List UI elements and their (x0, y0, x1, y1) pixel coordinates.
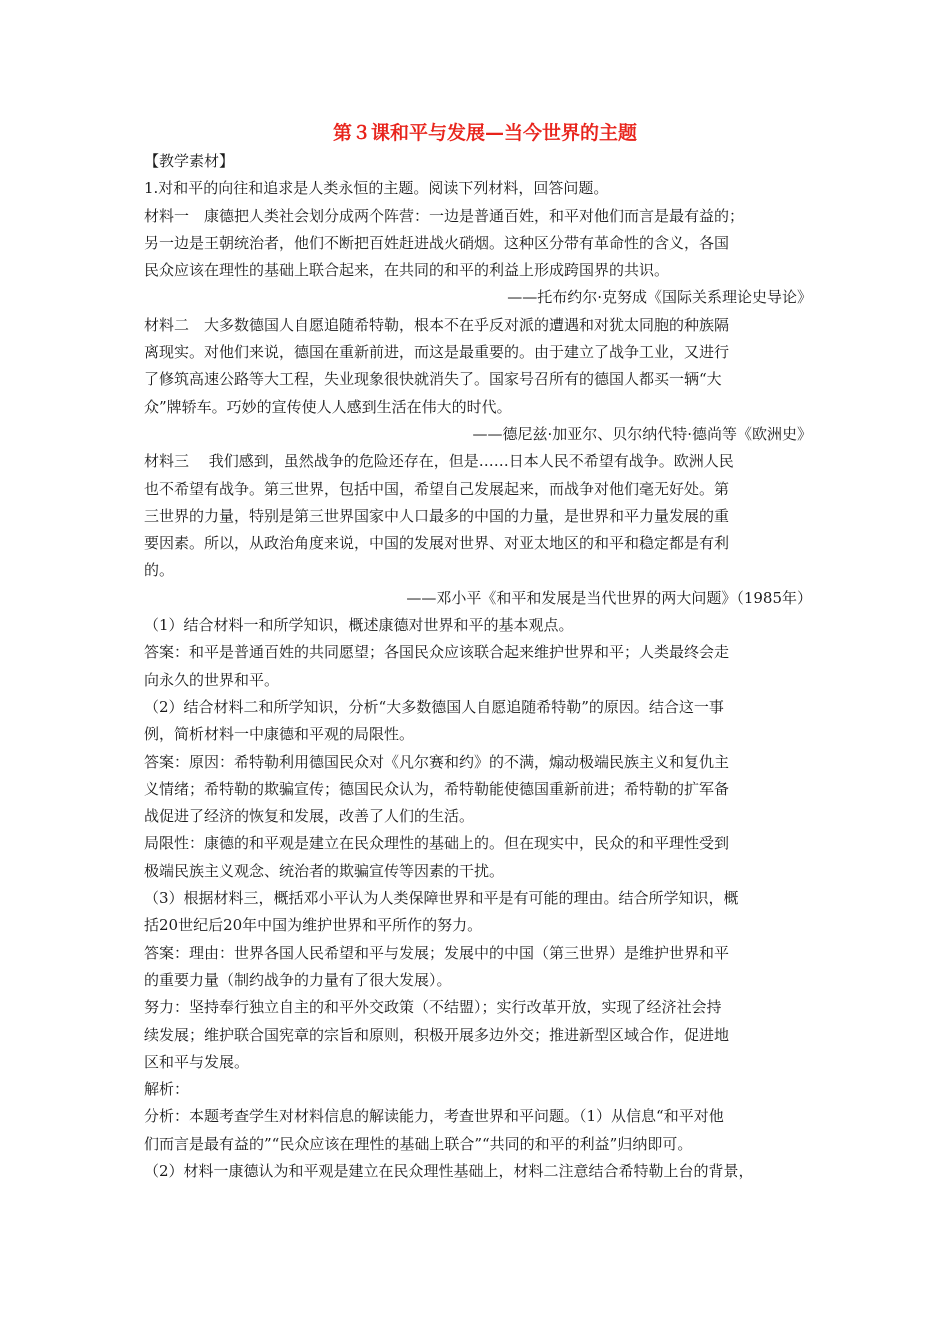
material-3-source: ——邓小平《和平和发展是当代世界的两大问题》（1985年） (406, 588, 812, 607)
document-page (144, 118, 814, 1185)
answer-line: 的重要力量（制约战争的力量有了很大发展）。 (144, 970, 452, 989)
question-intro: 1.对和平的向往和追求是人类永恒的主题。阅读下列材料，回答问题。 (144, 179, 609, 198)
analysis-label: 解析： (144, 1080, 190, 1099)
answer-line: 义情绪；希特勒的欺骗宣传；德国民众认为，希特勒能使德国重新前进；希特勒的扩军备 (144, 779, 730, 798)
material-3-line: 三世界的力量，特别是第三世界国家中人口最多的中国的力量，是世界和平力量发展的重 (144, 506, 730, 525)
material-3-line: 材料三 我们感到，虽然战争的危险还存在，但是……日本人民不希望有战争。欧洲人民 (144, 452, 734, 471)
answer-line: 战促进了经济的恢复和发展，改善了人们的生活。 (144, 807, 475, 826)
material-3-line: 也不希望有战争。第三世界，包括中国，希望自己发展起来，而战争对他们毫无好处。第 (144, 479, 730, 498)
material-3-line: 的。 (144, 561, 175, 580)
material-3-line: 要因素。所以，从政治角度来说，中国的发展对世界、对亚太地区的和平和稳定都是有利 (144, 534, 730, 553)
material-2-source: ——德尼兹·加亚尔、贝尔纳代特·德尚等《欧洲史》 (472, 424, 812, 443)
answer-line: 答案：理由：世界各国人民希望和平与发展；发展中的中国（第三世界）是维护世界和平 (144, 943, 730, 962)
material-1-line: 民众应该在理性的基础上联合起来，在共同的和平的利益上形成跨国界的共识。 (144, 261, 670, 280)
material-2-line: 了修筑高速公路等大工程，失业现象很快就消失了。国家号召所有的德国人都买一辆“大 (144, 370, 722, 389)
material-2-line: 离现实。对他们来说，德国在重新前进，而这是最重要的。由于建立了战争工业，又进行 (144, 343, 730, 362)
sub-question-3: 括20世纪后20年中国为维护世界和平所作的努力。 (144, 916, 483, 935)
answer-line: 极端民族主义观念、统治者的欺骗宣传等因素的干扰。 (144, 861, 505, 880)
analysis-line: 们而言是最有益的”“民众应该在理性的基础上联合”“共同的和平的利益”归纳即可。 (144, 1134, 693, 1153)
material-2-line: 材料二 大多数德国人自愿追随希特勒，根本不在乎反对派的遭遇和对犹太同胞的种族隔 (144, 315, 730, 334)
section-label: 【教学素材】 (144, 152, 235, 170)
answer-line: 续发展；维护联合国宪章的宗旨和原则，积极开展多边外交；推进新型区域合作，促进地 (144, 1025, 730, 1044)
sub-question-2: （2）结合材料二和所学知识，分析“大多数德国人自愿追随希特勒”的原因。结合这一事 (144, 697, 724, 716)
answer-line: 答案：和平是普通百姓的共同愿望；各国民众应该联合起来维护世界和平；人类最终会走 (144, 643, 730, 662)
material-1-line: 材料一 康德把人类社会划分成两个阵营：一边是普通百姓，和平对他们而言是最有益的； (144, 206, 745, 225)
analysis-line: （2）材料一康德认为和平观是建立在民众理性基础上，材料二注意结合希特勒上台的背景， (144, 1161, 754, 1180)
answer-line: 区和平与发展。 (144, 1052, 250, 1071)
document-title: 第３课和平与发展—当今世界的主题 (332, 122, 637, 144)
answer-line: 努力：坚持奉行独立自主的和平外交政策（不结盟）；实行改革开放，实现了经济社会持 (144, 998, 722, 1017)
material-2-line: 众”牌轿车。巧妙的宣传使人人感到生活在伟大的时代。 (144, 397, 512, 416)
analysis-line: 分析：本题考查学生对材料信息的解读能力，考查世界和平问题。（1）从信息“和平对他 (144, 1107, 724, 1126)
sub-question-3: （3）根据材料三，概括邓小平认为人类保障世界和平是有可能的理由。结合所学知识，概 (144, 889, 739, 908)
material-1-line: 另一边是王朝统治者，他们不断把百姓赶进战火硝烟。这种区分带有革命性的含义，各国 (144, 233, 730, 252)
answer-line: 答案：原因：希特勒利用德国民众对《凡尔赛和约》的不满，煽动极端民族主义和复仇主 (144, 752, 730, 771)
sub-question-1: （1）结合材料一和所学知识，概述康德对世界和平的基本观点。 (144, 616, 574, 635)
material-1-source: ——托布约尔·克努成《国际关系理论史导论》 (507, 288, 812, 307)
answer-line: 向永久的世界和平。 (144, 670, 280, 689)
sub-question-2: 例，简析材料一中康德和平观的局限性。 (144, 725, 415, 744)
answer-line: 局限性：康德的和平观是建立在民众理性的基础上的。但在现实中，民众的和平理性受到 (144, 834, 730, 853)
